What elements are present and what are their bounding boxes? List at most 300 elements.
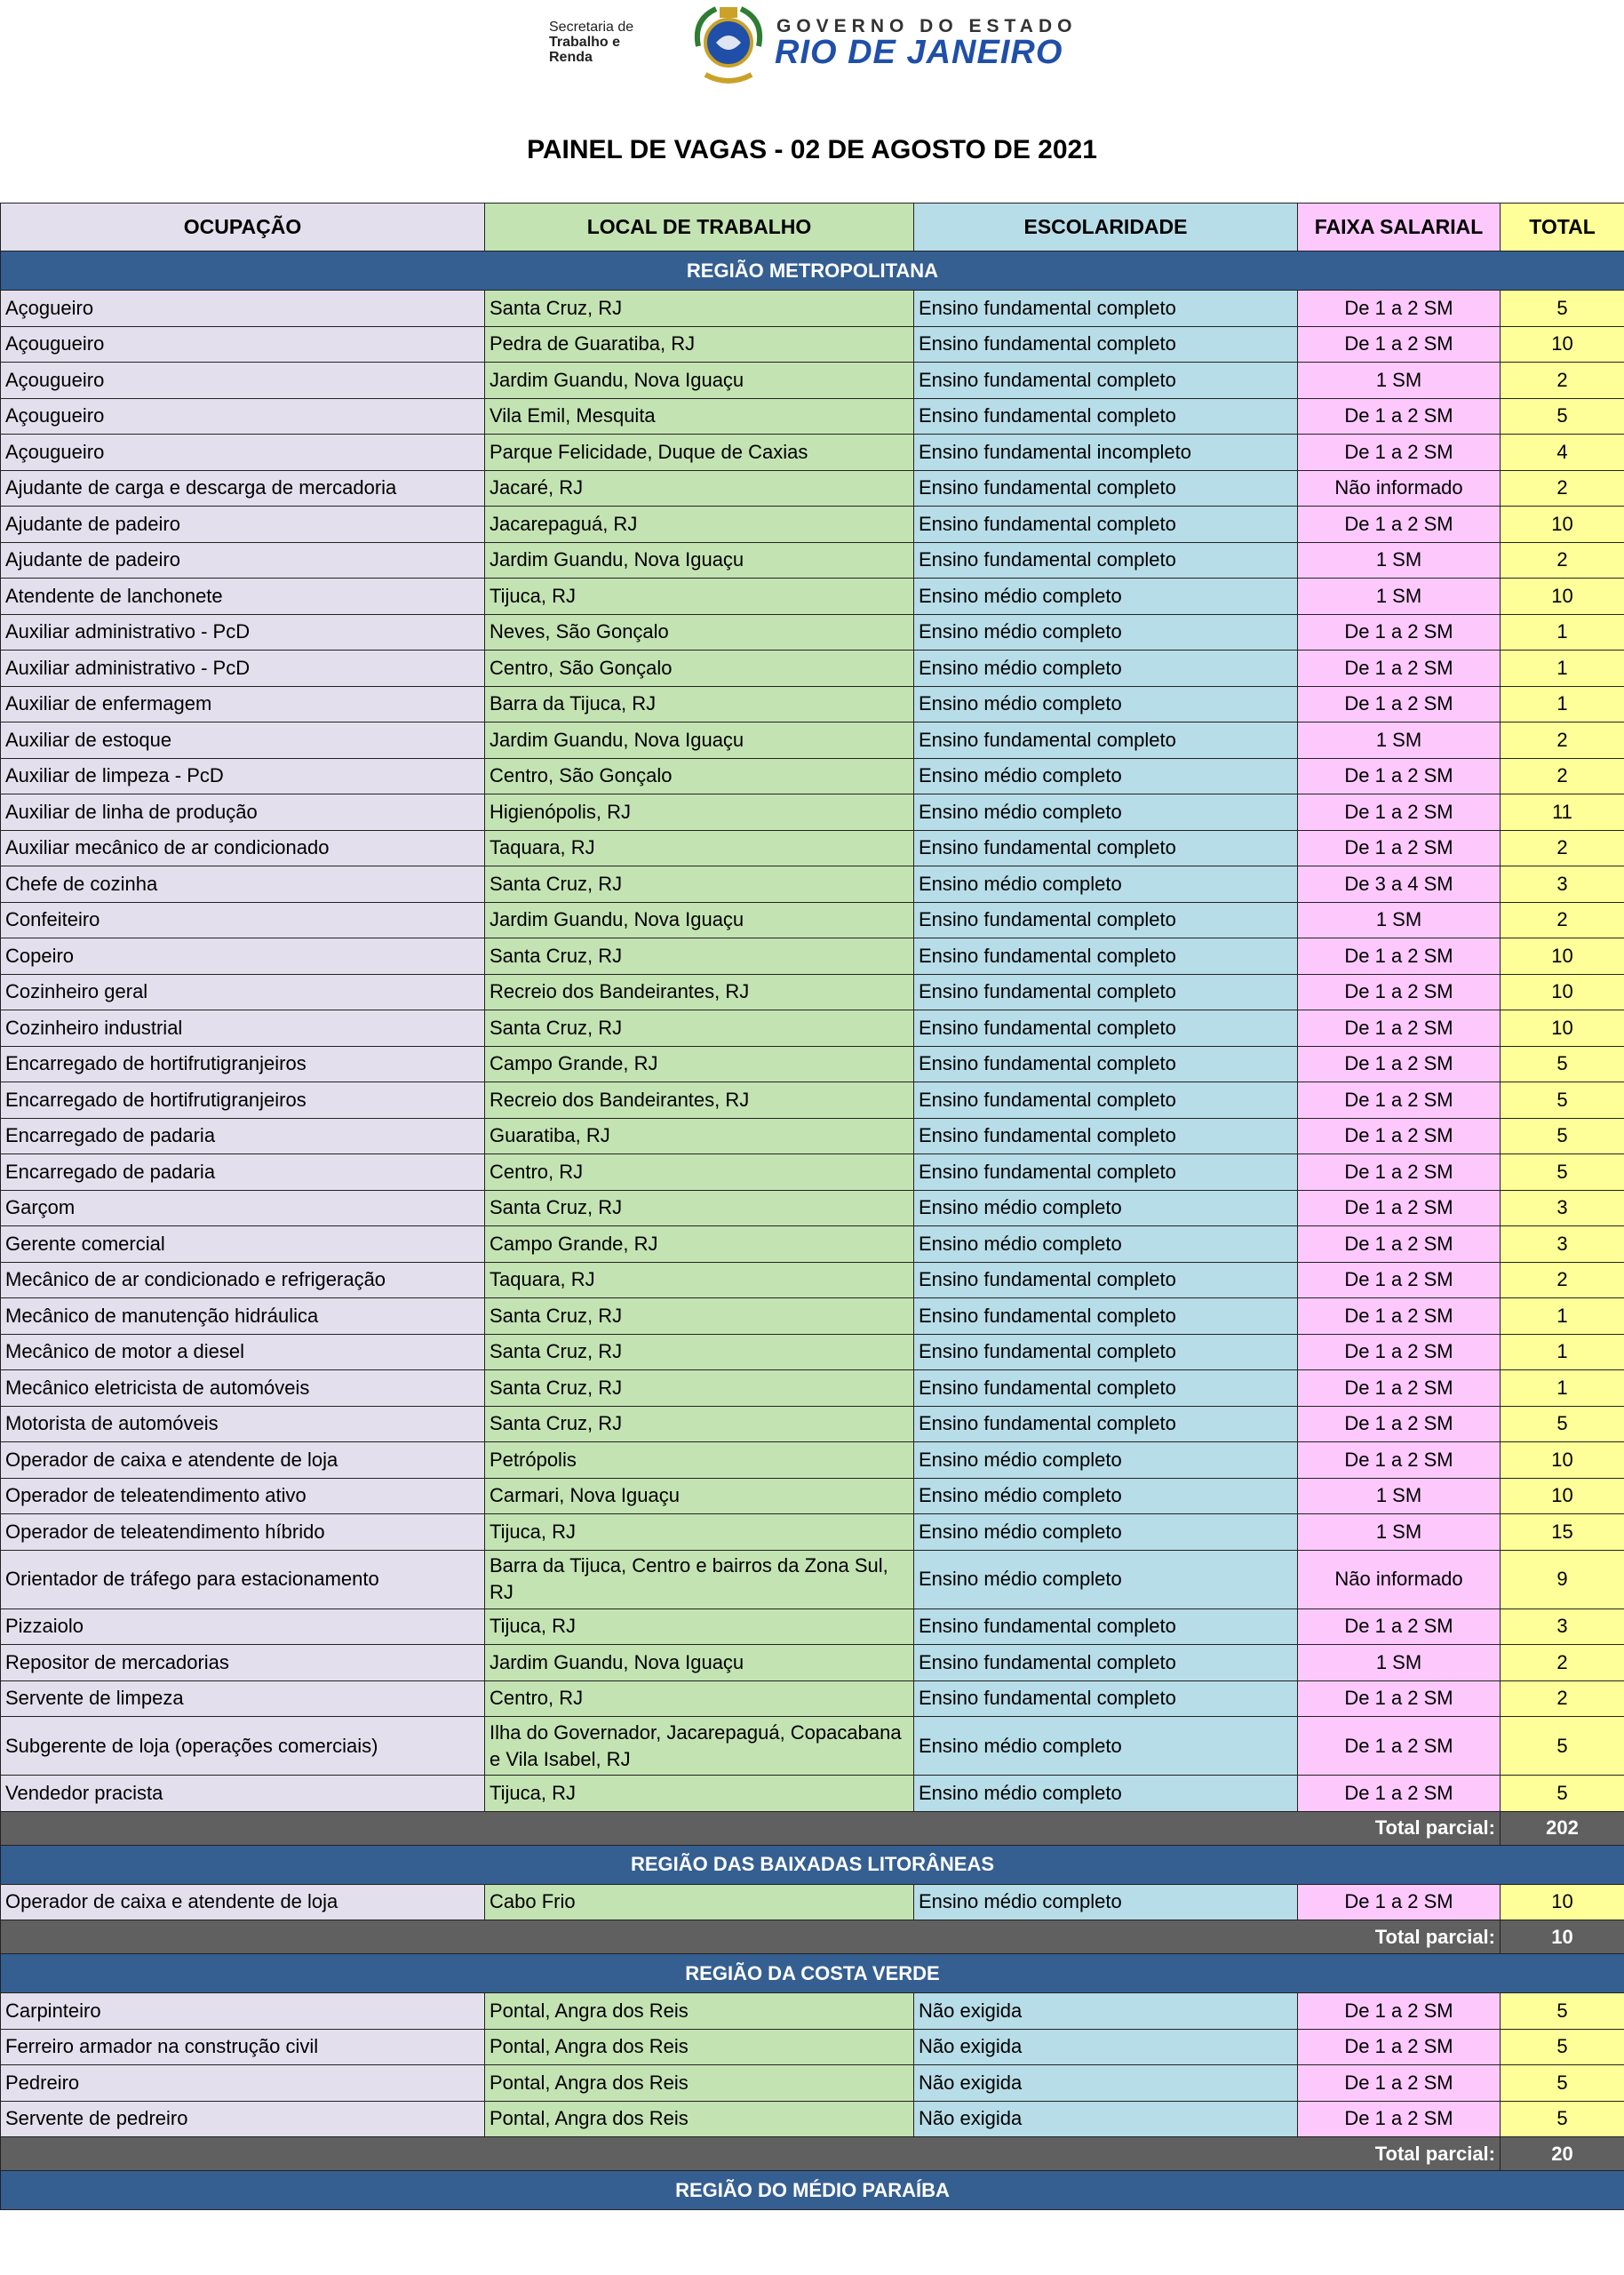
cell-ocupacao: Mecânico de manutenção hidráulica [1, 1298, 485, 1335]
cell-ocupacao: Auxiliar de estoque [1, 722, 485, 759]
table-row [1, 435, 1624, 471]
cell-total: 9 [1501, 1550, 1624, 1608]
cell-ocupacao: Açogueiro [1, 291, 485, 327]
cell-escolaridade: Ensino médio completo [914, 651, 1298, 687]
cell-escolaridade: Ensino fundamental completo [914, 507, 1298, 543]
cell-ocupacao: Pedreiro [1, 2065, 485, 2102]
cell-ocupacao: Servente de limpeza [1, 1680, 485, 1717]
cell-escolaridade: Ensino fundamental completo [914, 291, 1298, 327]
cell-local: Higienópolis, RJ [485, 794, 914, 831]
gov-line-1: GOVERNO DO ESTADO [776, 16, 1078, 36]
cell-ocupacao: Copeiro [1, 938, 485, 975]
cell-ocupacao: Chefe de cozinha [1, 866, 485, 903]
cell-local: Pontal, Angra dos Reis [485, 1993, 914, 2030]
cell-faixa-salarial: De 1 a 2 SM [1298, 1884, 1501, 1920]
cell-faixa-salarial: Não informado [1298, 1550, 1501, 1608]
cell-local: Pontal, Angra dos Reis [485, 2065, 914, 2102]
cell-faixa-salarial: De 1 a 2 SM [1298, 1334, 1501, 1370]
cell-ocupacao: Ajudante de padeiro [1, 542, 485, 579]
cell-escolaridade: Não exigida [914, 1993, 1298, 2030]
cell-faixa-salarial: De 1 a 2 SM [1298, 974, 1501, 1010]
table-row [1, 1082, 1624, 1119]
cell-local: Barra da Tijuca, Centro e bairros da Zona Sul, RJ [485, 1550, 914, 1608]
cell-faixa-salarial: De 1 a 2 SM [1298, 2029, 1501, 2065]
cell-ocupacao: Vendedor pracista [1, 1776, 485, 1812]
cell-ocupacao: Carpinteiro [1, 1993, 485, 2030]
cell-escolaridade: Ensino médio completo [914, 686, 1298, 722]
subtotal-row [1, 2137, 1624, 2171]
table-row [1, 614, 1624, 651]
cell-ocupacao: Auxiliar de enfermagem [1, 686, 485, 722]
cell-total: 10 [1501, 326, 1624, 363]
cell-escolaridade: Ensino fundamental completo [914, 974, 1298, 1010]
cell-ocupacao: Auxiliar administrativo - PcD [1, 614, 485, 651]
cell-local: Santa Cruz, RJ [485, 1406, 914, 1442]
cell-total: 2 [1501, 542, 1624, 579]
cell-ocupacao: Mecânico de motor a diesel [1, 1334, 485, 1370]
cell-local: Tijuca, RJ [485, 1776, 914, 1812]
cell-escolaridade: Ensino fundamental completo [914, 902, 1298, 938]
cell-faixa-salarial: De 1 a 2 SM [1298, 938, 1501, 975]
cell-escolaridade: Ensino médio completo [914, 866, 1298, 903]
table-row [1, 1550, 1624, 1608]
table-row [1, 470, 1624, 507]
cell-faixa-salarial: De 1 a 2 SM [1298, 614, 1501, 651]
cell-faixa-salarial: 1 SM [1298, 363, 1501, 399]
cell-total: 1 [1501, 614, 1624, 651]
cell-escolaridade: Não exigida [914, 2101, 1298, 2137]
cell-ocupacao: Subgerente de loja (operações comerciais) [1, 1717, 485, 1776]
cell-total: 1 [1501, 1334, 1624, 1370]
cell-ocupacao: Orientador de tráfego para estacionamento [1, 1550, 485, 1608]
table-row [1, 1226, 1624, 1263]
cell-ocupacao: Açougueiro [1, 435, 485, 471]
cell-ocupacao: Servente de pedreiro [1, 2101, 485, 2137]
cell-ocupacao: Operador de caixa e atendente de loja [1, 1884, 485, 1920]
table-row [1, 2065, 1624, 2102]
cell-faixa-salarial: De 1 a 2 SM [1298, 291, 1501, 327]
cell-local: Pedra de Guaratiba, RJ [485, 326, 914, 363]
cell-faixa-salarial: De 3 a 4 SM [1298, 866, 1501, 903]
cell-total: 2 [1501, 1645, 1624, 1681]
table-row [1, 291, 1624, 327]
table-row [1, 866, 1624, 903]
cell-total: 10 [1501, 1478, 1624, 1514]
cell-escolaridade: Ensino médio completo [914, 1226, 1298, 1263]
cell-local: Santa Cruz, RJ [485, 938, 914, 975]
cell-total: 15 [1501, 1514, 1624, 1551]
cell-escolaridade: Ensino fundamental completo [914, 1118, 1298, 1154]
cell-faixa-salarial: De 1 a 2 SM [1298, 1608, 1501, 1645]
cell-escolaridade: Ensino fundamental completo [914, 1608, 1298, 1645]
cell-ocupacao: Operador de teleatendimento ativo [1, 1478, 485, 1514]
cell-total: 4 [1501, 435, 1624, 471]
cell-total: 2 [1501, 1262, 1624, 1298]
cell-escolaridade: Ensino fundamental completo [914, 1298, 1298, 1335]
cell-total: 5 [1501, 398, 1624, 435]
table-row [1, 1478, 1624, 1514]
cell-ocupacao: Mecânico eletricista de automóveis [1, 1370, 485, 1407]
table-row [1, 794, 1624, 831]
subtotal-value: 202 [1501, 1811, 1624, 1845]
cell-faixa-salarial: 1 SM [1298, 1478, 1501, 1514]
cell-faixa-salarial: 1 SM [1298, 1645, 1501, 1681]
region-name: REGIÃO DA COSTA VERDE [1, 1954, 1624, 1993]
cell-escolaridade: Ensino fundamental completo [914, 722, 1298, 759]
subtotal-row [1, 1811, 1624, 1845]
cell-local: Santa Cruz, RJ [485, 1370, 914, 1407]
table-row [1, 1154, 1624, 1191]
cell-escolaridade: Ensino fundamental incompleto [914, 435, 1298, 471]
cell-total: 3 [1501, 1226, 1624, 1263]
table-row [1, 1776, 1624, 1812]
cell-ocupacao: Açougueiro [1, 363, 485, 399]
cell-ocupacao: Encarregado de hortifrutigranjeiros [1, 1082, 485, 1119]
cell-escolaridade: Ensino médio completo [914, 1884, 1298, 1920]
cell-total: 5 [1501, 1717, 1624, 1776]
cell-escolaridade: Ensino médio completo [914, 1478, 1298, 1514]
cell-total: 2 [1501, 363, 1624, 399]
cell-local: Jacaré, RJ [485, 470, 914, 507]
cell-local: Barra da Tijuca, RJ [485, 686, 914, 722]
cell-faixa-salarial: De 1 a 2 SM [1298, 1118, 1501, 1154]
cell-total: 5 [1501, 1118, 1624, 1154]
cell-ocupacao: Ajudante de carga e descarga de mercadoria [1, 470, 485, 507]
cell-ocupacao: Confeiteiro [1, 902, 485, 938]
cell-escolaridade: Ensino fundamental completo [914, 470, 1298, 507]
region-name: REGIÃO DO MÉDIO PARAÍBA [1, 2171, 1624, 2210]
cell-faixa-salarial: De 1 a 2 SM [1298, 686, 1501, 722]
cell-ocupacao: Ajudante de padeiro [1, 507, 485, 543]
cell-local: Jardim Guandu, Nova Iguaçu [485, 1645, 914, 1681]
cell-faixa-salarial: 1 SM [1298, 722, 1501, 759]
cell-faixa-salarial: De 1 a 2 SM [1298, 1993, 1501, 2030]
cell-local: Pontal, Angra dos Reis [485, 2029, 914, 2065]
column-header-total: TOTAL [1501, 204, 1624, 251]
cell-total: 1 [1501, 686, 1624, 722]
cell-local: Tijuca, RJ [485, 579, 914, 615]
cell-total: 2 [1501, 470, 1624, 507]
cell-escolaridade: Ensino fundamental completo [914, 1046, 1298, 1082]
cell-local: Campo Grande, RJ [485, 1226, 914, 1263]
jobs-table [0, 203, 1624, 2210]
table-row [1, 686, 1624, 722]
cell-escolaridade: Ensino fundamental completo [914, 542, 1298, 579]
cell-escolaridade: Ensino médio completo [914, 1550, 1298, 1608]
cell-ocupacao: Auxiliar mecânico de ar condicionado [1, 830, 485, 866]
cell-total: 2 [1501, 902, 1624, 938]
table-row [1, 1406, 1624, 1442]
secretaria-logo-text [549, 20, 633, 65]
cell-ocupacao: Auxiliar administrativo - PcD [1, 651, 485, 687]
cell-total: 10 [1501, 1884, 1624, 1920]
cell-local: Taquara, RJ [485, 830, 914, 866]
cell-escolaridade: Ensino médio completo [914, 1514, 1298, 1551]
cell-local: Guaratiba, RJ [485, 1118, 914, 1154]
secretaria-line-3: Renda [549, 50, 593, 65]
cell-escolaridade: Ensino fundamental completo [914, 1406, 1298, 1442]
cell-faixa-salarial: De 1 a 2 SM [1298, 2065, 1501, 2102]
table-row [1, 1334, 1624, 1370]
table-row [1, 1884, 1624, 1920]
cell-faixa-salarial: De 1 a 2 SM [1298, 830, 1501, 866]
cell-escolaridade: Ensino médio completo [914, 1190, 1298, 1226]
table-row [1, 1717, 1624, 1776]
table-row [1, 902, 1624, 938]
cell-ocupacao: Cozinheiro geral [1, 974, 485, 1010]
subtotal-row [1, 1920, 1624, 1954]
table-row [1, 1046, 1624, 1082]
subtotal-value: 10 [1501, 1920, 1624, 1954]
region-header-row [1, 251, 1624, 291]
cell-local: Jardim Guandu, Nova Iguaçu [485, 363, 914, 399]
cell-local: Pontal, Angra dos Reis [485, 2101, 914, 2137]
cell-total: 5 [1501, 1406, 1624, 1442]
cell-local: Santa Cruz, RJ [485, 1298, 914, 1335]
cell-escolaridade: Ensino fundamental completo [914, 1370, 1298, 1407]
cell-ocupacao: Garçom [1, 1190, 485, 1226]
cell-total: 10 [1501, 938, 1624, 975]
table-body [1, 251, 1624, 2210]
cell-total: 5 [1501, 2065, 1624, 2102]
cell-total: 10 [1501, 974, 1624, 1010]
cell-faixa-salarial: Não informado [1298, 470, 1501, 507]
cell-escolaridade: Ensino fundamental completo [914, 1645, 1298, 1681]
cell-local: Recreio dos Bandeirantes, RJ [485, 974, 914, 1010]
cell-local: Taquara, RJ [485, 1262, 914, 1298]
secretaria-line-2: Trabalho e [549, 35, 621, 50]
cell-escolaridade: Ensino médio completo [914, 794, 1298, 831]
region-header-row [1, 1845, 1624, 1884]
cell-faixa-salarial: De 1 a 2 SM [1298, 1370, 1501, 1407]
table-row [1, 830, 1624, 866]
table-row [1, 722, 1624, 759]
table-row [1, 542, 1624, 579]
table-row [1, 758, 1624, 794]
table-row [1, 1262, 1624, 1298]
cell-ocupacao: Encarregado de padaria [1, 1154, 485, 1191]
cell-local: Jardim Guandu, Nova Iguaçu [485, 722, 914, 759]
cell-total: 5 [1501, 1082, 1624, 1119]
cell-escolaridade: Ensino fundamental completo [914, 1010, 1298, 1047]
cell-local: Petrópolis [485, 1442, 914, 1479]
cell-ocupacao: Cozinheiro industrial [1, 1010, 485, 1047]
cell-faixa-salarial: De 1 a 2 SM [1298, 758, 1501, 794]
table-row [1, 1993, 1624, 2030]
cell-faixa-salarial: De 1 a 2 SM [1298, 507, 1501, 543]
cell-faixa-salarial: De 1 a 2 SM [1298, 1442, 1501, 1479]
cell-total: 5 [1501, 2101, 1624, 2137]
cell-faixa-salarial: De 1 a 2 SM [1298, 1406, 1501, 1442]
cell-escolaridade: Ensino fundamental completo [914, 1334, 1298, 1370]
table-row [1, 579, 1624, 615]
cell-local: Centro, São Gonçalo [485, 758, 914, 794]
cell-local: Santa Cruz, RJ [485, 1190, 914, 1226]
cell-local: Jardim Guandu, Nova Iguaçu [485, 542, 914, 579]
cell-faixa-salarial: De 1 a 2 SM [1298, 1680, 1501, 1717]
cell-faixa-salarial: De 1 a 2 SM [1298, 398, 1501, 435]
cell-ocupacao: Ferreiro armador na construção civil [1, 2029, 485, 2065]
cell-total: 10 [1501, 507, 1624, 543]
cell-escolaridade: Ensino fundamental completo [914, 1680, 1298, 1717]
cell-ocupacao: Auxiliar de limpeza - PcD [1, 758, 485, 794]
cell-local: Centro, RJ [485, 1154, 914, 1191]
cell-faixa-salarial: De 1 a 2 SM [1298, 1190, 1501, 1226]
table-row [1, 507, 1624, 543]
table-row [1, 326, 1624, 363]
cell-escolaridade: Ensino fundamental completo [914, 1262, 1298, 1298]
cell-escolaridade: Ensino fundamental completo [914, 1154, 1298, 1191]
cell-ocupacao: Pizzaiolo [1, 1608, 485, 1645]
cell-total: 5 [1501, 1776, 1624, 1812]
cell-total: 5 [1501, 291, 1624, 327]
page-header [0, 0, 1624, 203]
cell-faixa-salarial: De 1 a 2 SM [1298, 435, 1501, 471]
cell-ocupacao: Mecânico de ar condicionado e refrigeração [1, 1262, 485, 1298]
cell-total: 5 [1501, 2029, 1624, 2065]
cell-faixa-salarial: 1 SM [1298, 1514, 1501, 1551]
cell-ocupacao: Encarregado de hortifrutigranjeiros [1, 1046, 485, 1082]
cell-local: Tijuca, RJ [485, 1608, 914, 1645]
cell-total: 1 [1501, 651, 1624, 687]
secretaria-line-1: Secretaria de [549, 20, 634, 35]
cell-ocupacao: Operador de teleatendimento híbrido [1, 1514, 485, 1551]
cell-total: 10 [1501, 1010, 1624, 1047]
cell-local: Vila Emil, Mesquita [485, 398, 914, 435]
table-row [1, 938, 1624, 975]
cell-ocupacao: Atendente de lanchonete [1, 579, 485, 615]
region-name: REGIÃO METROPOLITANA [1, 251, 1624, 291]
cell-faixa-salarial: 1 SM [1298, 542, 1501, 579]
region-name: REGIÃO DAS BAIXADAS LITORÂNEAS [1, 1845, 1624, 1884]
cell-escolaridade: Não exigida [914, 2029, 1298, 2065]
table-row [1, 398, 1624, 435]
cell-total: 3 [1501, 866, 1624, 903]
table-row [1, 1514, 1624, 1551]
cell-local: Jacarepaguá, RJ [485, 507, 914, 543]
cell-escolaridade: Ensino fundamental completo [914, 326, 1298, 363]
cell-local: Carmari, Nova Iguaçu [485, 1478, 914, 1514]
subtotal-label: Total parcial: [1, 1811, 1501, 1845]
cell-ocupacao: Gerente comercial [1, 1226, 485, 1263]
table-row [1, 1298, 1624, 1335]
cell-ocupacao: Auxiliar de linha de produção [1, 794, 485, 831]
cell-ocupacao: Encarregado de padaria [1, 1118, 485, 1154]
cell-total: 2 [1501, 722, 1624, 759]
cell-escolaridade: Ensino médio completo [914, 1717, 1298, 1776]
cell-total: 11 [1501, 794, 1624, 831]
cell-escolaridade: Ensino fundamental completo [914, 398, 1298, 435]
cell-escolaridade: Ensino fundamental completo [914, 363, 1298, 399]
column-header-local: LOCAL DE TRABALHO [485, 204, 914, 251]
cell-escolaridade: Não exigida [914, 2065, 1298, 2102]
table-row [1, 2101, 1624, 2137]
cell-escolaridade: Ensino médio completo [914, 1442, 1298, 1479]
cell-total: 10 [1501, 579, 1624, 615]
table-row [1, 363, 1624, 399]
cell-ocupacao: Repositor de mercadorias [1, 1645, 485, 1681]
cell-local: Santa Cruz, RJ [485, 1010, 914, 1047]
table-row [1, 651, 1624, 687]
cell-total: 5 [1501, 1046, 1624, 1082]
cell-local: Santa Cruz, RJ [485, 866, 914, 903]
cell-local: Neves, São Gonçalo [485, 614, 914, 651]
gov-line-2: RIO DE JANEIRO [775, 34, 1063, 71]
column-header-escolaridade: ESCOLARIDADE [914, 204, 1298, 251]
cell-escolaridade: Ensino médio completo [914, 758, 1298, 794]
column-header-ocupacao: OCUPAÇÃO [1, 204, 485, 251]
cell-escolaridade: Ensino fundamental completo [914, 1082, 1298, 1119]
cell-faixa-salarial: De 1 a 2 SM [1298, 2101, 1501, 2137]
table-row [1, 1608, 1624, 1645]
cell-local: Cabo Frio [485, 1884, 914, 1920]
cell-escolaridade: Ensino fundamental completo [914, 830, 1298, 866]
cell-ocupacao: Operador de caixa e atendente de loja [1, 1442, 485, 1479]
cell-total: 5 [1501, 1154, 1624, 1191]
cell-local: Recreio dos Bandeirantes, RJ [485, 1082, 914, 1119]
cell-faixa-salarial: 1 SM [1298, 579, 1501, 615]
cell-faixa-salarial: De 1 a 2 SM [1298, 1298, 1501, 1335]
cell-total: 10 [1501, 1442, 1624, 1479]
table-header-row [1, 204, 1624, 251]
cell-faixa-salarial: De 1 a 2 SM [1298, 1154, 1501, 1191]
cell-escolaridade: Ensino fundamental completo [914, 938, 1298, 975]
cell-faixa-salarial: De 1 a 2 SM [1298, 326, 1501, 363]
cell-faixa-salarial: 1 SM [1298, 902, 1501, 938]
cell-local: Tijuca, RJ [485, 1514, 914, 1551]
cell-total: 2 [1501, 1680, 1624, 1717]
subtotal-label: Total parcial: [1, 2137, 1501, 2171]
subtotal-value: 20 [1501, 2137, 1624, 2171]
table-row [1, 1645, 1624, 1681]
state-coat-of-arms-icon [689, 2, 768, 89]
cell-local: Campo Grande, RJ [485, 1046, 914, 1082]
cell-local: Centro, RJ [485, 1680, 914, 1717]
table-row [1, 1010, 1624, 1047]
table-row [1, 1190, 1624, 1226]
cell-total: 1 [1501, 1298, 1624, 1335]
cell-total: 3 [1501, 1190, 1624, 1226]
cell-faixa-salarial: De 1 a 2 SM [1298, 1262, 1501, 1298]
cell-faixa-salarial: De 1 a 2 SM [1298, 1226, 1501, 1263]
cell-total: 5 [1501, 1993, 1624, 2030]
cell-faixa-salarial: De 1 a 2 SM [1298, 1010, 1501, 1047]
cell-faixa-salarial: De 1 a 2 SM [1298, 1046, 1501, 1082]
cell-total: 2 [1501, 758, 1624, 794]
cell-total: 1 [1501, 1370, 1624, 1407]
table-row [1, 1370, 1624, 1407]
cell-faixa-salarial: De 1 a 2 SM [1298, 1776, 1501, 1812]
cell-ocupacao: Motorista de automóveis [1, 1406, 485, 1442]
cell-local: Santa Cruz, RJ [485, 1334, 914, 1370]
cell-escolaridade: Ensino médio completo [914, 1776, 1298, 1812]
cell-local: Centro, São Gonçalo [485, 651, 914, 687]
table-row [1, 974, 1624, 1010]
cell-ocupacao: Açougueiro [1, 326, 485, 363]
table-row [1, 1118, 1624, 1154]
page-title: PAINEL DE VAGAS - 02 DE AGOSTO DE 2021 [527, 135, 1097, 164]
cell-total: 3 [1501, 1608, 1624, 1645]
cell-escolaridade: Ensino médio completo [914, 614, 1298, 651]
cell-local: Ilha do Governador, Jacarepaguá, Copacabana e Vila Isabel, RJ [485, 1717, 914, 1776]
table-row [1, 1680, 1624, 1717]
cell-total: 2 [1501, 830, 1624, 866]
table-row [1, 2029, 1624, 2065]
table-row [1, 1442, 1624, 1479]
cell-escolaridade: Ensino médio completo [914, 579, 1298, 615]
column-header-faixa-salarial: FAIXA SALARIAL [1298, 204, 1501, 251]
cell-faixa-salarial: De 1 a 2 SM [1298, 794, 1501, 831]
